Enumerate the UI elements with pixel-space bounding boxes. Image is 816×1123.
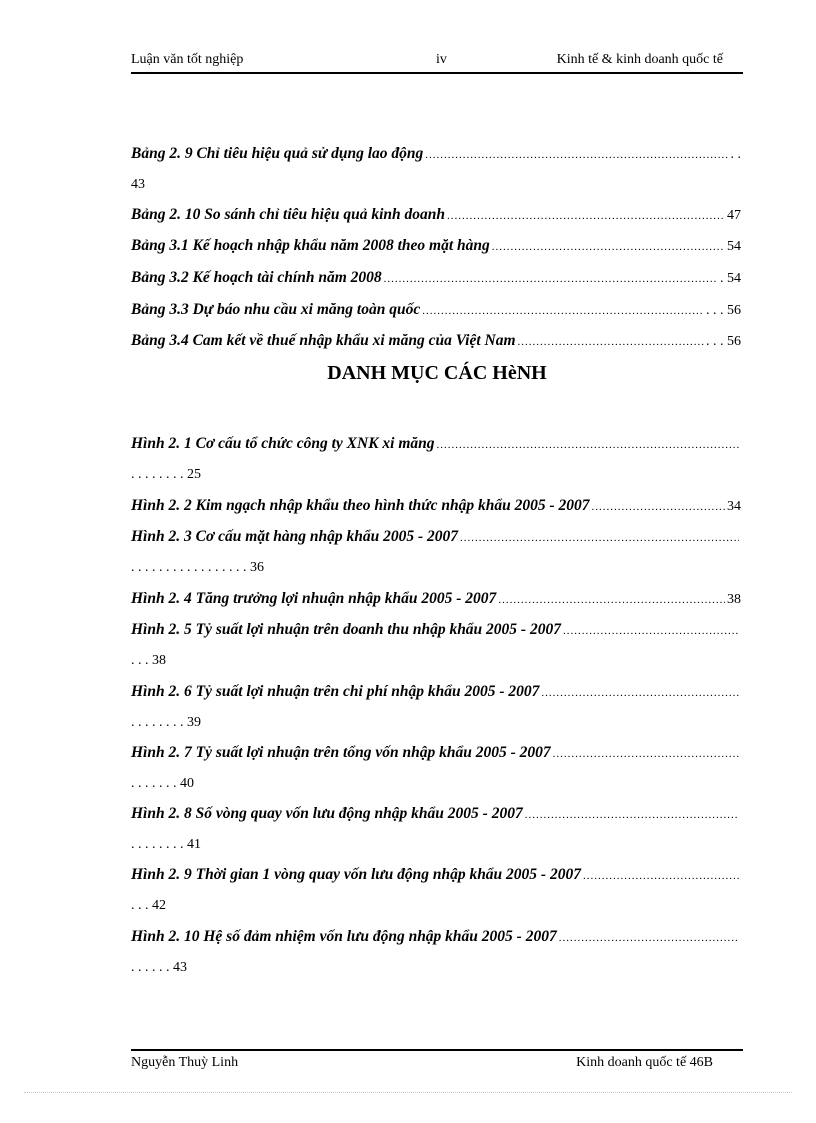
toc-entry-title: Hình 2. 7 Tỷ suất lợi nhuận trên tổng vốn nhập khẩu 2005 - 2007 [131, 744, 551, 761]
toc-entry-table-3-1[interactable] [131, 230, 741, 261]
toc-entry-page-wrap: . . . 42 [131, 898, 166, 913]
toc-entry-table-2-10[interactable] [131, 199, 741, 230]
dot-leader [422, 296, 704, 327]
dot-leader [384, 264, 718, 295]
toc-entry-title: Bảng 3.4 Cam kết về thuế nhập khẩu xi măng của Việt Nam [131, 332, 516, 349]
header-rule [131, 72, 743, 74]
dot-leader [525, 800, 739, 831]
dot-leader [437, 430, 739, 461]
toc-entry-title: Bảng 3.1 Kế hoạch nhập khẩu năm 2008 theo mặt hàng [131, 237, 490, 254]
toc-entry-figure-2-10[interactable] [131, 921, 741, 983]
toc-entry-table-3-4[interactable] [131, 325, 741, 356]
header-left: Luận văn tốt nghiệp [131, 52, 244, 67]
toc-entry-table-2-9[interactable] [131, 138, 741, 200]
dot-leader [460, 523, 739, 554]
toc-entry-figure-2-7[interactable] [131, 737, 741, 799]
header-right: Kinh tế & kinh doanh quốc tế [556, 52, 723, 67]
dot-leader [592, 492, 726, 523]
footer-rule [131, 1049, 743, 1051]
header-page-number: iv [436, 52, 447, 67]
toc-entry-title: Hình 2. 9 Thời gian 1 vòng quay vốn lưu động nhập khẩu 2005 - 2007 [131, 866, 581, 883]
dot-leader [425, 140, 728, 171]
toc-entry-title: Hình 2. 3 Cơ cấu mặt hàng nhập khẩu 2005 - 2007 [131, 528, 459, 545]
dot-leader [541, 678, 739, 709]
dot-leader [518, 327, 704, 358]
section-title: DANH MỤC CÁC HèNH [327, 362, 547, 384]
toc-entry-page-wrap: . . . . . . . . 25 [131, 467, 201, 482]
toc-entry-figure-2-6[interactable] [131, 676, 741, 738]
toc-entry-title: Hình 2. 2 Kim ngạch nhập khẩu theo hình thức nhập khẩu 2005 - 2007 [131, 497, 590, 514]
toc-entry-page: 54 [727, 239, 741, 254]
toc-entry-title: Bảng 2. 9 Chỉ tiêu hiệu quả sử dụng lao động [131, 145, 424, 162]
dot-leader [447, 201, 725, 232]
toc-entry-page: 47 [727, 208, 741, 223]
toc-entry-page: . . . 56 [706, 334, 741, 349]
toc-entry-page-wrap: . . . . . . . . . . . . . . . . . 36 [131, 560, 264, 575]
toc-entry-figure-2-4[interactable] [131, 583, 741, 614]
toc-entry-page: . . . 56 [706, 303, 741, 318]
toc-entry-page: . 54 [720, 271, 741, 286]
toc-entry-title: Hình 2. 1 Cơ cấu tổ chức công ty XNK xi măng [131, 435, 435, 452]
toc-entry-title: Hình 2. 10 Hệ số đảm nhiệm vốn lưu động nhập khẩu 2005 - 2007 [131, 928, 557, 945]
dot-leader [563, 616, 739, 647]
toc-entry-figure-2-9[interactable] [131, 859, 741, 921]
toc-entry-figure-2-3[interactable] [131, 521, 741, 583]
toc-entry-figure-2-5[interactable] [131, 614, 741, 676]
toc-entry-page: . . [730, 147, 741, 162]
toc-entry-figure-2-1[interactable] [131, 428, 741, 490]
toc-entry-page-wrap: . . . . . . 43 [131, 960, 187, 975]
toc-entry-title: Hình 2. 6 Tỷ suất lợi nhuận trên chi phí nhập khẩu 2005 - 2007 [131, 683, 540, 700]
toc-entry-title: Bảng 2. 10 So sánh chỉ tiêu hiệu quả kinh doanh [131, 206, 445, 223]
toc-entry-title: Bảng 3.3 Dự báo nhu cầu xi măng toàn quốc [131, 301, 421, 318]
toc-entry-title: Hình 2. 5 Tỷ suất lợi nhuận trên doanh thu nhập khẩu 2005 - 2007 [131, 621, 561, 638]
page-header [131, 52, 743, 72]
dot-leader [498, 585, 725, 616]
dot-leader [559, 923, 739, 954]
toc-entry-page: 38 [727, 592, 741, 607]
toc-entry-page-wrap: 43 [131, 177, 145, 192]
footer-class: Kinh doanh quốc tế 46B [576, 1055, 713, 1070]
toc-entry-figure-2-2[interactable] [131, 490, 741, 521]
toc-entry-title: Bảng 3.2 Kế hoạch tài chính năm 2008 [131, 269, 382, 286]
toc-entry-table-3-3[interactable] [131, 294, 741, 325]
page-break-line [24, 1092, 792, 1093]
toc-entry-page-wrap: . . . 38 [131, 653, 166, 668]
dot-leader [583, 861, 739, 892]
toc-entry-table-3-2[interactable] [131, 262, 741, 293]
toc-entry-title: Hình 2. 8 Số vòng quay vốn lưu động nhập khẩu 2005 - 2007 [131, 805, 523, 822]
footer-author: Nguyễn Thuỳ Linh [131, 1055, 239, 1070]
dot-leader [492, 232, 725, 263]
toc-entry-page-wrap: . . . . . . . . 39 [131, 715, 201, 730]
toc-entry-page-wrap: . . . . . . . . 41 [131, 837, 201, 852]
toc-entry-title: Hình 2. 4 Tăng trưởng lợi nhuận nhập khẩu 2005 - 2007 [131, 590, 497, 607]
toc-entry-page: 34 [727, 499, 741, 514]
dot-leader [553, 739, 739, 770]
toc-entry-figure-2-8[interactable] [131, 798, 741, 860]
toc-entry-page-wrap: . . . . . . . 40 [131, 776, 194, 791]
